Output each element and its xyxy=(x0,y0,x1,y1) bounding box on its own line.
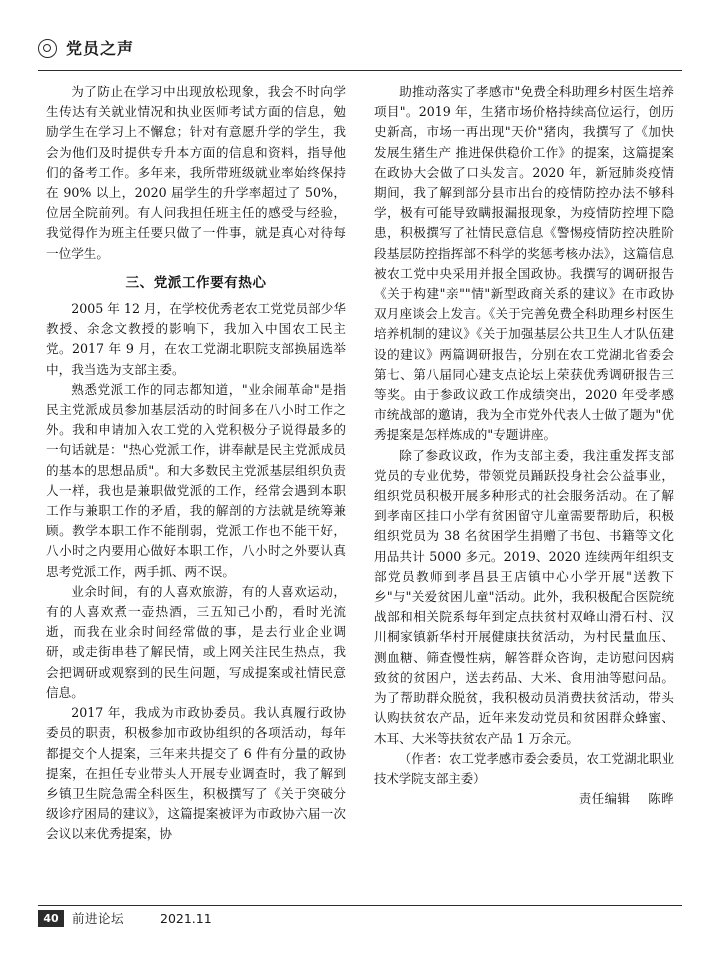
page-footer xyxy=(38,910,682,934)
header-divider xyxy=(38,70,682,71)
paragraph: 2005 年 12 月，在学校优秀老农工党党员部少华教授、余念文教授的影响下，我加入中国农工民主党。2017 年 9 月，在农工党湖北职院支部换届选举中，我当选为支部主委。 xyxy=(46,301,346,377)
left-column xyxy=(46,82,346,845)
page-title: 党员之声 xyxy=(66,39,135,58)
paragraph: 助推动落实了孝感市"免费全科助理乡村医生培养项目"。2019 年，生猪市场价格持续高位运行，创历史新高，市场一再出现"天价"猪肉，我撰写了《加快发展生猪生产 推进保供稳价工作》的提案，这篇提案在政协大会做了口头发言。2020 年，新冠肺炎疫情期间，我了解到部分县市出台的疫情防控办法不够科学，极有可能导致瞒报漏报现象，为疫情防控埋下隐患，积极撰写了社情民意信息《警惕疫情防控决胜阶段基层防控指挥部不科学的奖惩考核办法》，这篇信息被农工党中央采用并报全国政协。我撰写的调研报告《关于构建"亲""情"新型政商关系的建议》在市政协双月座谈会上发言。《关于完善免费全科助理乡村医生培养机制的建议》《关于加强基层公共卫生人才队伍建设的建议》两篇调研报告，分别在农工党湖北省委会第七、第八届同心建支点论坛上荣获优秀调研报告三等奖。由于参政议政工作成绩突出，2020 年受孝感市统战部的邀请，我为全市党外代表人士做了题为"优秀提案是怎样炼成的"专题讲座。 xyxy=(374,84,674,443)
right-column xyxy=(374,82,674,809)
editor-credit xyxy=(374,789,674,809)
circle-emblem-icon xyxy=(38,39,57,58)
editor-name: 陈晔 xyxy=(648,791,674,807)
paragraph: 业余时间，有的人喜欢旅游，有的人喜欢运动，有的人喜欢煮一壶热酒，三五知己小酌，看时光流逝，而我在业余时间经常做的事，是去行业企业调研，或走街串巷了解民情，或上网关注民生热点，我会把调研或观察到的民生问题，写成提案或社情民意信息。 xyxy=(46,583,346,700)
page-header xyxy=(38,36,682,70)
author-signature: （作者：农工党孝感市委会委员，农工党湖北职业技术学院支部主委） xyxy=(374,750,674,786)
issue-date: 2021.11 xyxy=(160,911,212,926)
editor-label: 责任编辑 xyxy=(578,791,631,807)
journal-name: 前进论坛 xyxy=(72,911,125,926)
paragraph: 熟悉党派工作的同志都知道，"业余闹革命"是指民主党派成员参加基层活动的时间多在八小时工作之外。我和申请加入农工党的入党积极分子说得最多的一句话就是："热心党派工作，讲奉献是民主党派成员的基本的思想品质"。和大多数民主党派基层组织负责人一样，我也是兼职做党派的工作，经常会遇到本职工作与兼职工作的矛盾，我的解剖的方法就是统筹兼顾。教学本职工作不能削弱，党派工作也不能干好，八小时之内要用心做好本职工作，八小时之外要认真思考党派工作，两手抓、两不误。 xyxy=(46,381,346,579)
paragraph: 为了防止在学习中出现放松现象，我会不时向学生传达有关就业情况和执业医师考试方面的信息，勉励学生在学习上不懈怠；针对有意愿升学的学生，我会为他们及时提供专升本方面的信息和资料，指导他们的备考工作。多年来，我所带班级就业率始终保持在 90% 以上，2020 届学生的升学率超过了 50%，位居全院前列。有人问我担任班主任的感受与经验，我觉得作为班主任要只做了一件事，就是真心对待每一位学生。 xyxy=(46,84,346,261)
paragraph: 除了参政议政，作为支部主委，我注重发挥支部党员的专业优势，带领党员踊跃投身社会公益事业，组织党员积极开展多种形式的社会服务活动。在了解到孝南区挂口小学有贫困留守儿童需要帮助后，积极组织党员为 38 名贫困学生捐赠了书包、书籍等文化用品共计 5000 多元。2019、2020 连续两年组织支部党员教师到孝昌县王店镇中心小学开展"送教下乡"与"关爱贫困儿童"活动。此外，我积极配合医院统战部和相关院系每年到定点扶贫村双峰山滑石村、汉川桐家镇新华村开展健康扶贫活动，为村民量血压、测血糖、筛查慢性病，解答群众咨询，走访慰问因病致贫的贫困户，送去药品、大米、食用油等慰问品。为了帮助群众脱贫，我积极动员消费扶贫活动，带头认购扶贫农产品，近年来发动党员和贫困群众蜂蜜、木耳、大米等扶贫农产品 1 万余元。 xyxy=(374,447,674,746)
paragraph: 2017 年，我成为市政协委员。我认真履行政协委员的职责，积极参加市政协组织的各项活动，每年都提交个人提案，三年来共提交了 6 件有分量的政协提案，在担任专业带头人开展专业调查时，我了解到乡镇卫生院急需全科医生，积极撰写了《关于突破分级诊疗困局的建议》，这篇提案被评为市政协六届一次会议以来优秀提案，协 xyxy=(46,705,346,842)
page-number: 40 xyxy=(38,910,64,927)
footer-divider xyxy=(38,905,682,906)
section-heading: 三、党派工作要有热心 xyxy=(125,274,267,291)
